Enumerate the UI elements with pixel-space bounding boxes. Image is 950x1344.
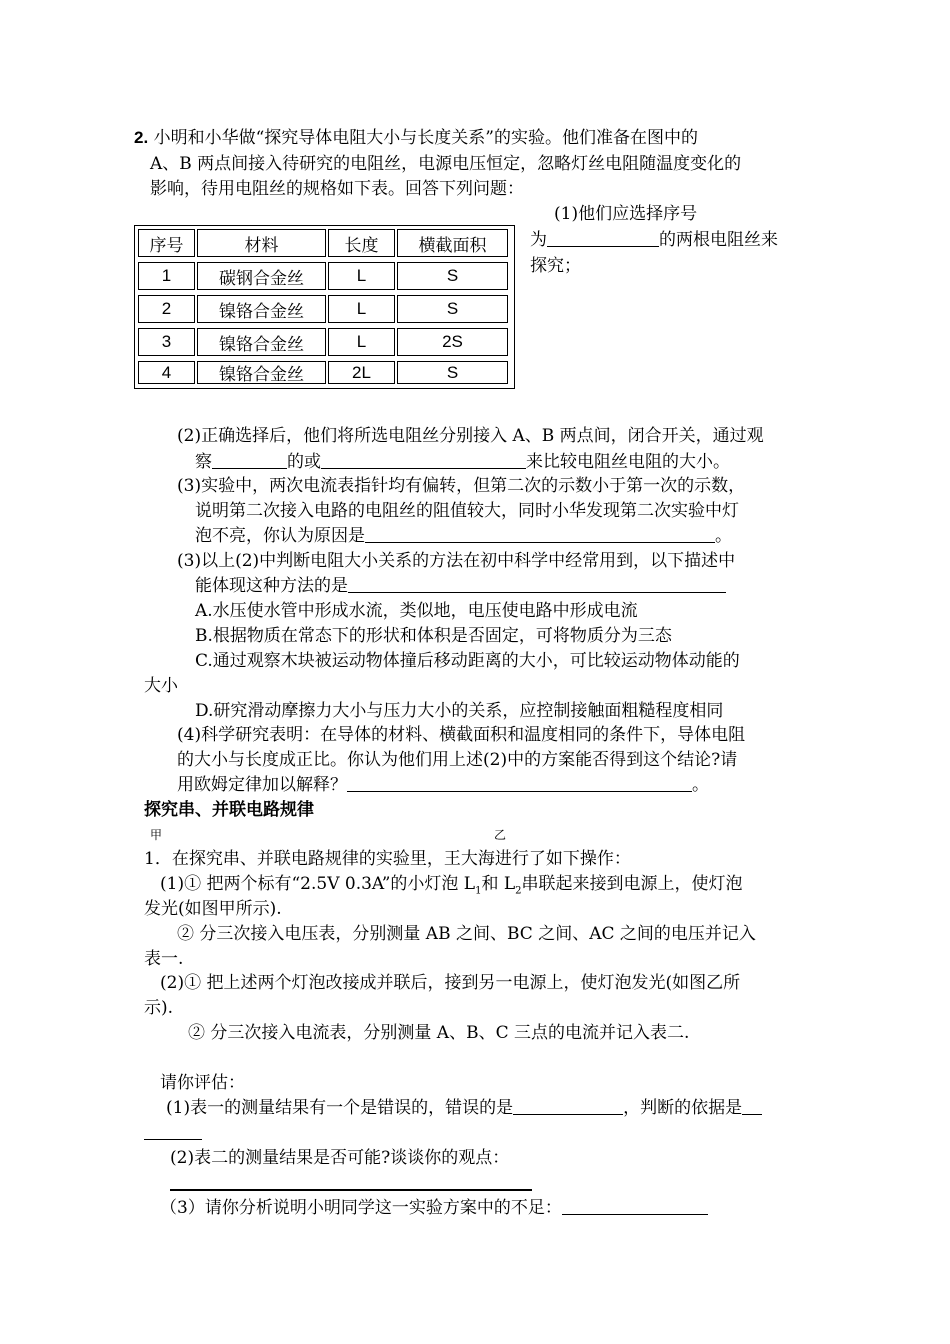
table-cell: 4 — [138, 361, 195, 384]
table-cell: 2 — [138, 295, 195, 323]
option-c-line2: 大小 — [144, 676, 178, 696]
q2-sub1-suffix: 的两根电阻丝来 — [659, 230, 778, 250]
q2-part3-line1: (3)实验中，两次电流表指针均有偏转，但第二次的示数小于第一次的示数， — [177, 476, 746, 496]
answer-blank-8a[interactable] — [742, 1096, 762, 1115]
table-cell: S — [397, 262, 508, 290]
table-cell: 2L — [328, 361, 395, 384]
q2-part3-a: 泡不亮，你认为原因是 — [195, 526, 365, 546]
q2-part3-line2: 说明第二次接入电路的电阻丝的阻值较大，同时小华发现第二次实验中灯 — [195, 501, 739, 521]
q1-eval2: (2)表二的测量结果是否可能?谈谈你的观点： — [170, 1148, 510, 1168]
table-cell: L — [328, 295, 395, 323]
q1-eval3-text: （3）请你分析说明小明同学这一实验方案中的不足： — [160, 1198, 562, 1218]
answer-blank-1[interactable] — [547, 228, 659, 247]
q2-line1 — [134, 126, 698, 150]
q2-part2-a: 察 — [195, 452, 212, 472]
q2-part5-line1: (4)科学研究表明：在导体的材料、横截面积和温度相同的条件下，导体电阻 — [177, 725, 746, 745]
q2-part3-line3 — [195, 524, 732, 548]
table-cell: 镍铬合金丝 — [197, 295, 326, 323]
q2-part5-a: 用欧姆定律加以解释？ — [177, 775, 347, 795]
answer-blank-8b[interactable] — [144, 1121, 202, 1140]
answer-blank-5[interactable] — [348, 574, 726, 593]
table-header-col-length: 长度 — [328, 229, 395, 257]
table-header-col-material: 材料 — [197, 229, 326, 257]
answer-blank-7[interactable] — [513, 1096, 623, 1115]
q1-line3: 发光(如图甲所示). — [144, 899, 282, 919]
q2-line2: A、B 两点间接入待研究的电阻丝，电源电压恒定，忽略灯丝电阻随温度变化的 — [150, 154, 742, 174]
q2-part4-line2 — [195, 574, 726, 598]
table-cell: 镍铬合金丝 — [197, 328, 326, 356]
q2-part2-line1: (2)正确选择后，他们将所选电阻丝分别接入 A、B 两点间，闭合开关，通过观 — [177, 426, 764, 446]
table-header-col-index: 序号 — [138, 229, 195, 257]
option-b: B.根据物质在常态下的形状和体积是否固定，可将物质分为三态 — [195, 626, 672, 646]
q2-part3-b: 。 — [715, 526, 732, 546]
table-cell: 3 — [138, 328, 195, 356]
table-cell: 镍铬合金丝 — [197, 361, 326, 384]
q2-line3: 影响，待用电阻丝的规格如下表。回答下列问题： — [150, 179, 524, 199]
option-c-line1: C.通过观察木块被运动物体撞后移动距离的大小，可比较运动物体动能的 — [195, 651, 740, 671]
q2-part4-a: 能体现这种方法的是 — [195, 576, 348, 596]
q1-eval1-b: ，判断的依据是 — [623, 1098, 743, 1118]
table-cell: 2S — [397, 328, 508, 356]
q1-eval1-cont — [144, 1121, 202, 1145]
q2-part2-c: 来比较电阻丝电阻的大小。 — [526, 452, 730, 472]
answer-blank-2[interactable] — [212, 450, 287, 469]
answer-blank-9[interactable] — [170, 1171, 532, 1191]
figure-label-jia: 甲 — [150, 828, 163, 842]
q1-line5: 表一. — [144, 949, 184, 969]
q1-line2-c: 串联起来接到电源上，使灯泡 — [521, 874, 743, 894]
q1-line4: ② 分三次接入电压表，分别测量 AB 之间、BC 之间、AC 之间的电压并记入 — [177, 924, 756, 944]
q2-part4-line1: (3)以上(2)中判断电阻大小关系的方法在初中科学中经常用到，以下描述中 — [177, 551, 736, 571]
table-cell: L — [328, 262, 395, 290]
answer-blank-3[interactable] — [321, 450, 526, 469]
q2-line1-text: 小明和小华做“探究导体电阻大小与长度关系”的实验。他们准备在图中的 — [153, 128, 698, 148]
q1-line2-a: (1)① 把两个标有“2.5V 0.3A”的小灯泡 L — [160, 874, 476, 894]
table-cell: S — [397, 361, 508, 384]
table-cell: S — [397, 295, 508, 323]
option-d: D.研究滑动摩擦力大小与压力大小的关系，应控制接触面粗糙程度相同 — [195, 701, 724, 721]
q1-sub-2: 2 — [515, 885, 522, 897]
q1-eval1 — [166, 1096, 762, 1120]
q2-part5-line2: 的大小与长度成正比。你认为他们用上述(2)中的方案能否得到这个结论?请 — [177, 750, 738, 770]
q1-evaluate: 请你评估： — [160, 1073, 245, 1093]
resistance-wire-table — [134, 225, 515, 389]
q2-part2-line2 — [195, 450, 730, 474]
option-a: A.水压使水管中形成水流，类似地，电压使电路中形成电流 — [195, 601, 638, 621]
answer-blank-4[interactable] — [365, 524, 715, 543]
q2-sub1-prefix: 为 — [530, 230, 547, 250]
q2-part2-b: 的或 — [287, 452, 321, 472]
section-title: 探究串、并联电路规律 — [144, 800, 314, 820]
table-cell: L — [328, 328, 395, 356]
table-header-col-area: 横截面积 — [397, 229, 508, 257]
q2-part5-line3 — [177, 773, 709, 797]
table-cell: 1 — [138, 262, 195, 290]
q1-line6: (2)① 把上述两个灯泡改接成并联后，接到另一电源上，使灯泡发光(如图乙所 — [160, 973, 741, 993]
q1-eval3 — [160, 1196, 708, 1220]
q2-part5-b: 。 — [692, 775, 709, 795]
q2-sub1-line1: (1)他们应选择序号 — [554, 204, 698, 224]
q1-eval2-cont — [170, 1171, 532, 1196]
q1-line2-b: 和 L — [481, 874, 516, 894]
answer-blank-10[interactable] — [562, 1196, 708, 1215]
q2-number: 2. — [134, 128, 149, 147]
q1-line7: 示). — [144, 998, 174, 1018]
q2-sub1-line3: 探究； — [530, 256, 581, 276]
q1-sub-1: 1 — [475, 885, 482, 897]
q1-line8: ② 分三次接入电流表，分别测量 A、B、C 三点的电流并记入表二. — [188, 1023, 690, 1043]
table-cell: 碳钢合金丝 — [197, 262, 326, 290]
q2-sub1-line2 — [530, 228, 778, 252]
q1-eval1-a: (1)表一的测量结果有一个是错误的，错误的是 — [166, 1098, 514, 1118]
q1-line1: 1．在探究串、并联电路规律的实验里，王大海进行了如下操作： — [144, 849, 631, 869]
figure-label-yi: 乙 — [494, 828, 507, 842]
answer-blank-6[interactable] — [347, 773, 692, 792]
